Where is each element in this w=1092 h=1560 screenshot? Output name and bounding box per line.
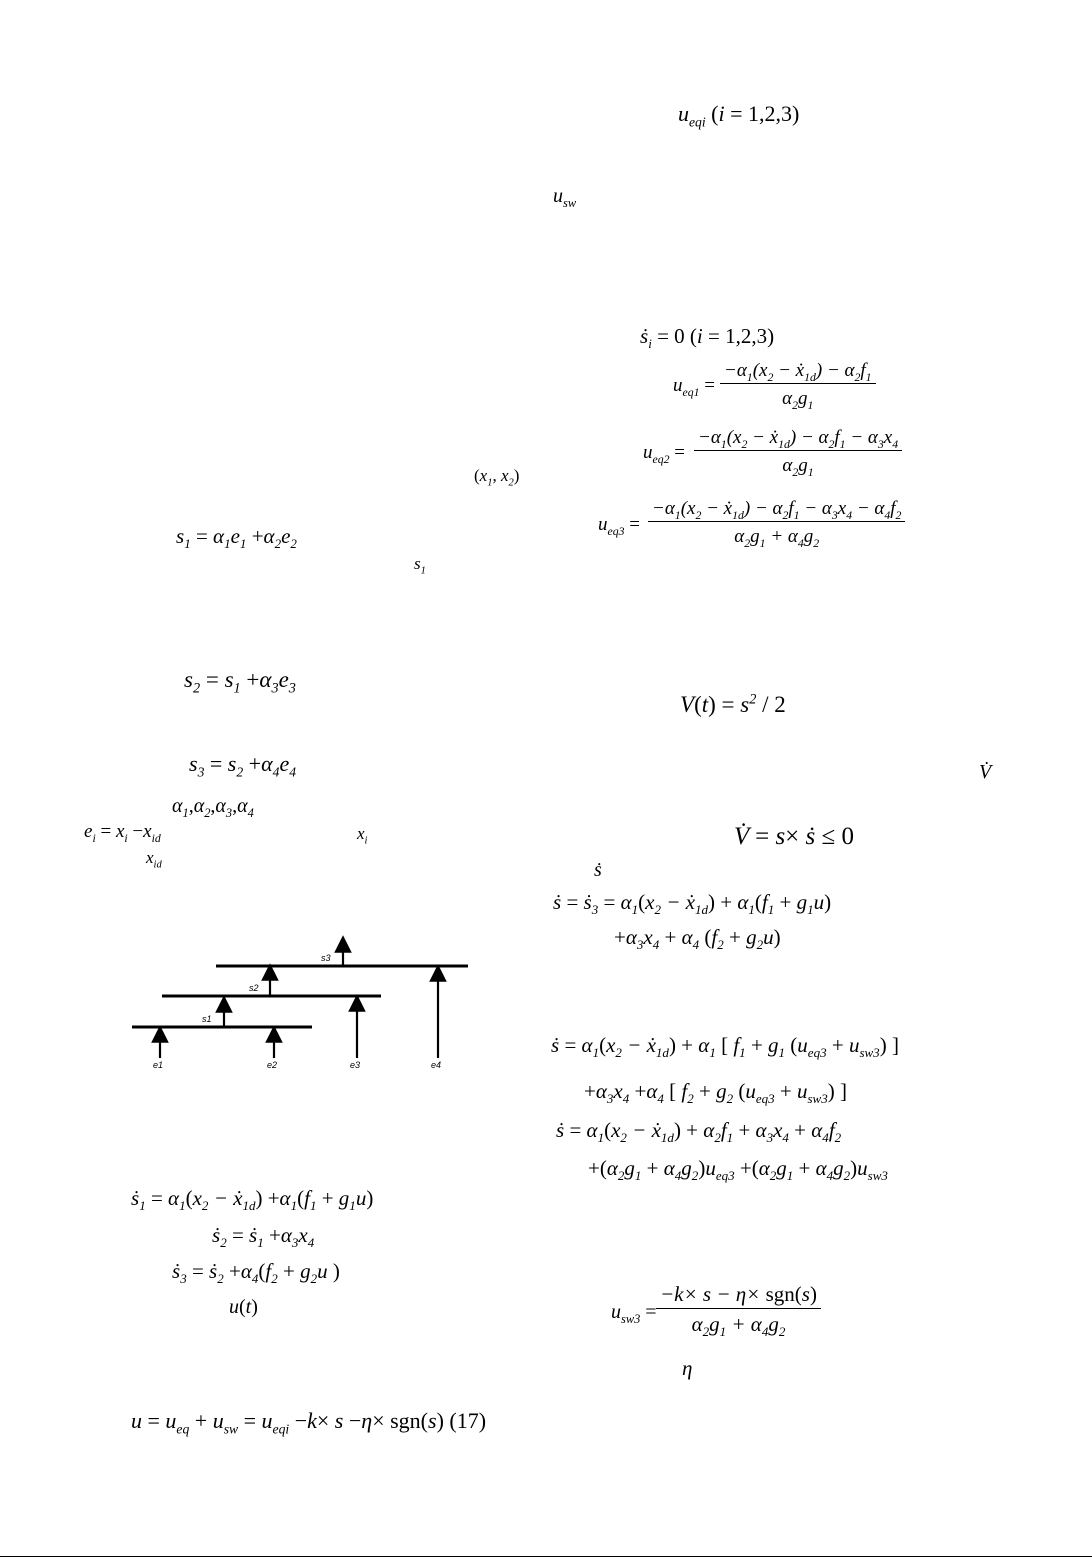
- s1-dot-equation: ṡ$_1$ = $\alpha_1(x_2$ − ẋ$_{1d}$) $+\alpha_1(f_1 + g_1u)$: [131, 1186, 374, 1214]
- e3-label: e3: [350, 1060, 361, 1070]
- ueq1-fraction: $-\alpha_1(x_2$ − ẋ$_{1d}$) − $\alpha_2f_1$ $\alpha_2g_1$: [720, 361, 876, 408]
- ueq2-lhs: $u_{eq2}$ =: [643, 442, 685, 466]
- lyapunov-function: $V(t) = s^2 / 2$: [680, 691, 786, 717]
- s1-reference: $s_1$: [414, 554, 426, 577]
- usw-symbol: $u_{sw}$: [553, 185, 577, 210]
- e4-label: e4: [431, 1060, 442, 1070]
- eta-symbol: η: [682, 1356, 693, 1380]
- error-definition: $e_i = x_i -x_{id}$: [84, 821, 161, 845]
- ueq3-fraction: $-\alpha_1(x_2$ − ẋ$_{1d}$) − $\alpha_2f_1 - \alpha_3x_4 - \alpha_4f_2$ $\alpha_2g_1 + \alpha_4g_2$: [648, 499, 905, 546]
- s2-definition: $s_2 = s_1 +\alpha_3e_3$: [184, 667, 296, 697]
- sdot-i-zero: ṡ$_i$ = 0 (i = 1,2,3): [640, 324, 775, 352]
- vdot-inequality: V̇ = s× ṡ ≤ 0: [734, 823, 854, 850]
- s2-label: s2: [249, 983, 259, 993]
- usw3-fraction: −k× s − η× sgn(s) $\alpha_2g_1 + \alpha_4g_2$: [656, 1284, 821, 1335]
- usw3-lhs: $u_{sw3}$ =: [611, 1301, 657, 1326]
- sdot-eq-line1: ṡ = ṡ$_3$ = $\alpha_1(x_2$ − ẋ$_{1d}$) + $\alpha_1(f_1 + g_1u)$: [553, 890, 832, 918]
- sdot-symbol: ṡ: [594, 859, 602, 881]
- ueq2-fraction: $-\alpha_1(x_2$ − ẋ$_{1d}$) − $\alpha_2f_1 - \alpha_3x_4$ $\alpha_2g_1$: [694, 428, 902, 475]
- sdot-sub-line4: $+(\alpha_2g_1 + \alpha_4g_2)u_{eq3} +(\alpha_2g_1 + \alpha_4g_2)u_{sw3}$: [588, 1156, 888, 1184]
- sdot-sub-line2: $+\alpha_3x_4 +\alpha_4$ [ $f_2 + g_2$ $(u_{eq3} + u_{sw3})$ ]: [584, 1079, 847, 1107]
- alpha-coefficients: $\alpha_1,\alpha_2,\alpha_3,\alpha_4$: [172, 795, 254, 820]
- control-law-equation: $u = u_{eq} + u_{sw} = u_{eqi} -k\times s -\eta\times sgn(s)$ (17): [131, 1408, 487, 1437]
- e1-label: e1: [153, 1060, 164, 1070]
- sdot-sub-line1: ṡ = $\alpha_1(x_2$ − ẋ$_{1d}$) + $\alpha_1$ [ $f_1 + g_1$ $(u_{eq3} + u_{sw3})$ ]: [551, 1033, 899, 1061]
- x1-x2-pair: ($x_1$, $x_2$): [474, 466, 520, 489]
- s2-dot-equation: ṡ$_2$ = ṡ$_1$ $+\alpha_3x_4$: [212, 1223, 315, 1251]
- vdot-symbol: V̇: [979, 761, 992, 783]
- xid-symbol: $x_{id}$: [146, 848, 162, 871]
- s1-label: s1: [202, 1014, 212, 1024]
- page-bottom-rule: [0, 1556, 1092, 1557]
- s3-label: s3: [321, 953, 331, 963]
- s3-definition: $s_3 = s_2 +\alpha_4e_4$: [189, 751, 297, 780]
- ueq1-lhs: $u_{eq1}$ =: [673, 375, 715, 399]
- ueq3-lhs: $u_{eq3}$ =: [598, 514, 640, 538]
- s3-dot-equation: ṡ$_3$ = ṡ$_2$ $+\alpha_4(f_2 + g_2u$ ): [172, 1259, 340, 1287]
- e2-label: e2: [267, 1060, 278, 1070]
- ut-symbol: u(t): [229, 1296, 258, 1318]
- xi-symbol: $x_i$: [357, 824, 368, 847]
- hierarchical-surface-diagram: [128, 934, 478, 1074]
- sdot-sub-line3: ṡ = $\alpha_1(x_2$ − ẋ$_{1d}$) + $\alpha_2f_1 + \alpha_3x_4 + \alpha_4f_2$: [556, 1118, 842, 1146]
- sdot-eq-line2: $+\alpha_3x_4 + \alpha_4$ $(f_2 + g_2u)$: [614, 925, 781, 953]
- ueqi-expression: $u_{eqi}$ (i = 1,2,3): [678, 101, 800, 130]
- s1-definition: $s_1 = \alpha_1e_1 +\alpha_2e_2$: [176, 524, 297, 552]
